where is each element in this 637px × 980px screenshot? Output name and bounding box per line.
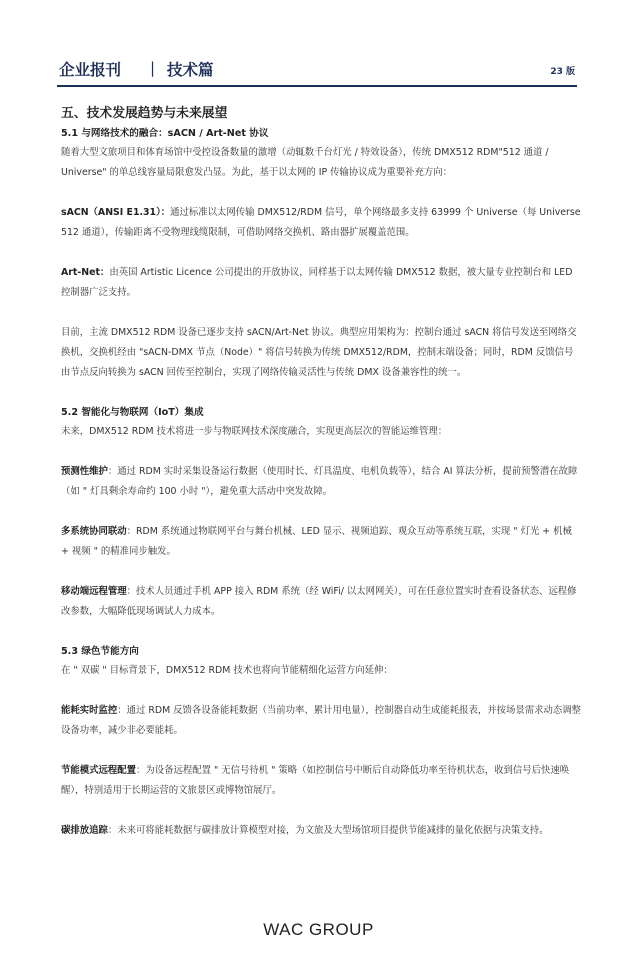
paragraph-energy-saving-mode: [61, 761, 581, 801]
paragraph-remote-management: [61, 582, 581, 622]
header-divider: [57, 85, 577, 87]
section-heading-5-3: 5.3 绿色节能方向: [61, 646, 139, 657]
carbon-tracking-text: ：未来可将能耗数据与碳排放计算模型对接，为文旅及大型场馆项目提供节能减排的量化依据与决策支持。: [107, 825, 549, 836]
section-intro-5-1: 随着大型文旅项目和体育场馆中受控设备数量的激增（动辄数千台灯光 / 特效设备），传统 DMX512 RDM"512 通道 / Universe" 的单总线容量局限愈发凸显。为此，基于以太网的 IP 传输协议成为重要补充方向：: [61, 147, 549, 178]
paragraph-artnet: [61, 263, 581, 303]
paragraph-energy-monitoring: [61, 701, 581, 741]
section-name: 技术篇: [167, 61, 214, 79]
section-intro-5-2: 未来，DMX512 RDM 技术将进一步与物联网技术深度融合，实现更高层次的智能运维管理：: [61, 426, 448, 437]
multi-system-text: ：RDM 系统通过物联网平台与舞台机械、LED 显示、视频追踪、观众互动等系统互联，实现 " 灯光 + 机械 + 视频 " 的精准同步触发。: [61, 526, 572, 557]
remote-management-label: 移动端远程管理: [61, 586, 127, 597]
artnet-label: Art-Net：: [61, 267, 110, 278]
energy-monitoring-text: ：通过 RDM 反馈各设备能耗数据（当前功率、累计用电量），控制器自动生成能耗报表，并按场景需求动态调整设备功率，减少非必要能耗。: [61, 705, 581, 736]
company-logo: WAC GROUP: [263, 920, 374, 939]
energy-saving-mode-label: 节能模式远程配置: [61, 765, 137, 776]
paragraph-sacn: [61, 203, 581, 243]
section-heading-5-2: 5.2 智能化与物联网（IoT）集成: [61, 407, 204, 418]
artnet-text: 由英国 Artistic Licence 公司提出的开放协议，同样基于以太网传输 DMX512 数据，被大量专业控制台和 LED 控制器广泛支持。: [61, 267, 573, 298]
carbon-tracking-label: 碳排放追踪: [61, 825, 108, 836]
multi-system-label: 多系统协同联动: [61, 526, 127, 537]
section-heading-5-1: 5.1 与网络技术的融合：sACN / Art-Net 协议: [61, 128, 269, 139]
paragraph-multi-system: [61, 522, 581, 562]
page-header: [57, 58, 577, 82]
predictive-maintenance-label: 预测性维护: [61, 466, 108, 477]
paragraph-summary-5-1: 目前，主流 DMX512 RDM 设备已逐步支持 sACN/Art-Net 协议。典型应用架构为：控制台通过 sACN 将信号发送至网络交换机，交换机经由 "sACN-DMX 节点（Node）" 将信号转换为传统 DMX512/RDM，控制末端设备；同时，RDM 反馈信号由节点反向转换为 sACN 回传至控制台，实现了网络传输灵活性与传统 DMX 设备兼容性的统一。: [61, 327, 577, 378]
sacn-text: 通过标准以太网传输 DMX512/RDM 信号，单个网络最多支持 63999 个 Universe（每 Universe 512 通道），传输距离不受物理线缆限制，可借助网络交换机、路由器扩展覆盖范围。: [61, 207, 581, 238]
paragraph-carbon-tracking: [61, 821, 581, 841]
predictive-maintenance-text: ：通过 RDM 实时采集设备运行数据（使用时长、灯具温度、电机负载等），结合 AI 算法分析，提前预警潜在故障（如 " 灯具剩余寿命约 100 小时 "），避免重大活动中突发故障。: [61, 466, 578, 497]
energy-saving-mode-text: ：为设备远程配置 " 无信号待机 " 策略（如控制信号中断后自动降低功率至待机状态，收到信号后快速唤醒），特别适用于长期运营的文旅景区或博物馆展厅。: [61, 765, 570, 796]
paragraph-predictive-maintenance: [61, 462, 581, 502]
section-intro-5-3: 在 " 双碳 " 目标背景下，DMX512 RDM 技术也将向节能精细化运营方向延伸：: [61, 665, 393, 676]
energy-monitoring-label: 能耗实时监控: [61, 705, 118, 716]
page-number: 23 版: [550, 67, 575, 77]
sacn-label: sACN（ANSI E1.31）：: [61, 207, 171, 218]
remote-management-text: ：技术人员通过手机 APP 接入 RDM 系统（经 WiFi/ 以太网网关），可在任意位置实时查看设备状态、远程修改参数，大幅降低现场调试人力成本。: [61, 586, 577, 617]
chapter-title: 五、技术发展趋势与未来展望: [61, 106, 228, 121]
header-separator: |: [150, 59, 156, 77]
article-body: [61, 104, 581, 841]
publication-name: 企业报刊: [59, 61, 122, 79]
